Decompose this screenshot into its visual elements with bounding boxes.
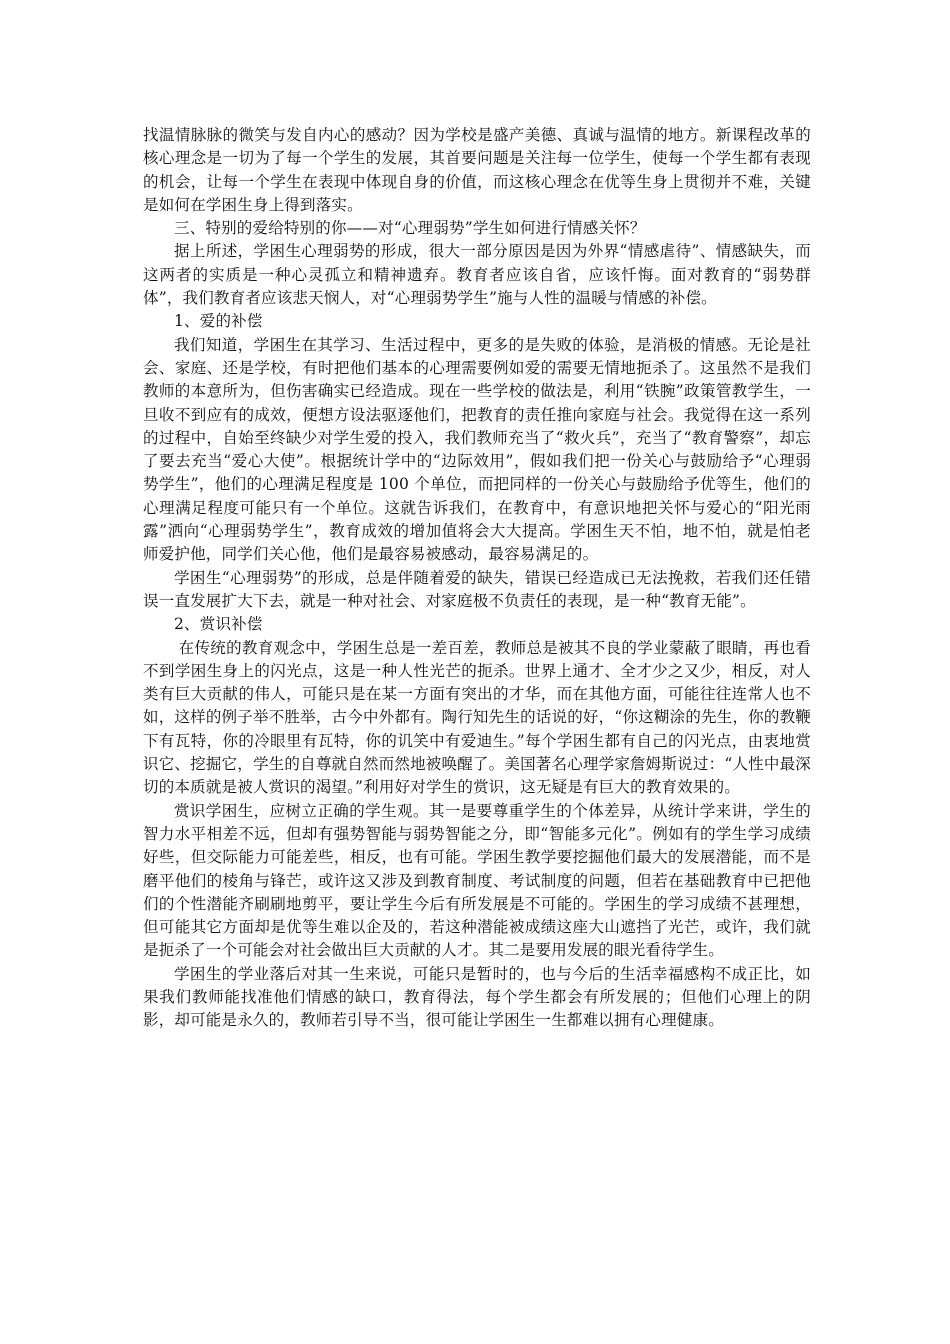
subheading-love-compensation: 1、爱的补偿 bbox=[174, 312, 263, 331]
paragraph-psychological-weakness: 学困生“心理弱势”的形成，总是伴随着爱的缺失，错误已经造成已无法挽救，若我们还任错误一直发展扩大下去，就是一种对社会、对家庭极不负责任的表现，是一种“教育无能”。 bbox=[143, 568, 811, 610]
subheading-appreciation-compensation: 2、赏识补偿 bbox=[174, 615, 263, 634]
section-heading-3: 三、特别的爱给特别的你——对“心理弱势”学生如何进行情感关怀？ bbox=[174, 219, 646, 238]
paragraph-love-compensation: 我们知道，学困生在其学习、生活过程中，更多的是失败的体验，是消极的情感。无论是社会、家庭、还是学校，有时把他们基本的心理需要例如爱的需要无情地扼杀了。这虽然不是我们教师的本意所为，但伤害确实已经造成。现在一些学校的做法是，利用“铁腕”政策管教学生，一旦收不到应有的成效，便想方设法驱逐他们，把教育的责任推向家庭与社会。我觉得在这一系列的过程中，自始至终缺少对学生爱的投入，我们教师充当了“救火兵”，充当了“教育警察”，却忘了要去充当“爱心大使”。根据统计学中的“边际效用”，假如我们把一份关心与鼓励给予“心理弱势学生”，他们的心理满足程度是 100 个单位，而把同样的一份关心与鼓励给予优等生，他们的心理满足程度可能只有一个单位。这就告诉我们，在教育中，有意识地把关怀与爱心的“阳光雨露”洒向“心理弱势学生”，教育成效的增加值将会大大提高。学困生天不怕，地不怕，就是怕老师爱护他，同学们关心他，他们是最容易被感动，最容易满足的。 bbox=[143, 335, 811, 564]
paragraph-academic-lag: 学困生的学业落后对其一生来说，可能只是暂时的，也与今后的生活幸福感构不成正比，如果我们教师能找准他们情感的缺口，教育得法，每个学生都会有所发展的；但他们心理上的阴影，却可能是永久的，教师若引导不当，很可能让学困生一生都难以拥有心理健康。 bbox=[143, 964, 811, 1030]
paragraph-summary: 据上所述，学困生心理弱势的形成，很大一部分原因是因为外界“情感虐待”、情感缺失，而这两者的实质是一种心灵孤立和精神遗弃。教育者应该自省，应该忏悔。面对教育的“弱势群体”，我们教育者应该悲天悯人，对“心理弱势学生”施与人性的温暖与情感的补偿。 bbox=[143, 242, 811, 308]
paragraph-traditional-view: 在传统的教育观念中，学困生总是一差百差，教师总是被其不良的学业蒙蔽了眼睛，再也看不到学困生身上的闪光点，这是一种人性光芒的扼杀。世界上通才、全才少之又少，相反，对人类有巨大贡献的伟人，可能只是在某一方面有突出的才华，而在其他方面，可能往往连常人也不如，这样的例子举不胜举，古今中外都有。陶行知先生的话说的好，“你这糊涂的先生，你的教鞭下有瓦特，你的冷眼里有瓦特，你的讥笑中有爱迪生。”每个学困生都有自己的闪光点，由衷地赏识它、挖掘它，学生的自尊就自然而然地被唤醒了。美国著名心理学家詹姆斯说过：“人性中最深切的本质就是被人赏识的渴望。”利用好对学生的赏识，这无疑是有巨大的教育效果的。 bbox=[143, 638, 811, 797]
document-body bbox=[143, 124, 811, 1033]
paragraph-intro-continuation: 找温情脉脉的微笑与发自内心的感动？因为学校是盛产美德、真诚与温情的地方。新课程改革的核心理念是一切为了每一个学生的发展，其首要问题是关注每一位学生，使每一个学生都有表现的机会，让每一个学生在表现中体现自身的价值，而这核心理念在优等生身上贯彻并不难，关键是如何在学困生身上得到落实。 bbox=[143, 126, 811, 214]
paragraph-student-view: 赏识学困生，应树立正确的学生观。其一是要尊重学生的个体差异，从统计学来讲，学生的智力水平相差不远，但却有强势智能与弱势智能之分，即“智能多元化”。例如有的学生学习成绩好些，但交际能力可能差些，相反，也有可能。学困生教学要挖掘他们最大的发展潜能，而不是磨平他们的棱角与锋芒，或许这又涉及到教育制度、考试制度的问题，但若在基础教育中已把他们的个性潜能齐刷刷地剪平，要让学生今后有所发展是不可能的。学困生的学习成绩不甚理想，但可能其它方面却是优等生难以企及的，若这种潜能被成绩这座大山遮挡了光芒，或许，我们就是扼杀了一个可能会对社会做出巨大贡献的人才。其二是要用发展的眼光看待学生。 bbox=[143, 801, 811, 960]
